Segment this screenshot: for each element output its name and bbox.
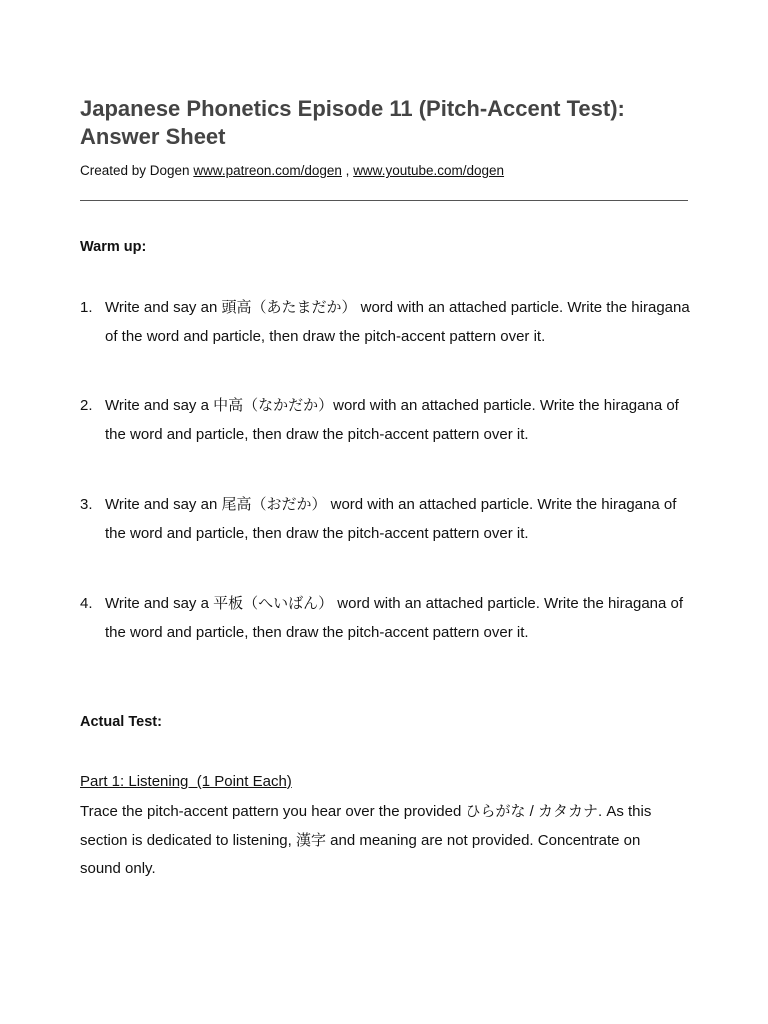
warm-up-item-3 xyxy=(80,491,692,548)
actual-test-heading: Actual Test: xyxy=(80,714,162,730)
byline-prefix: Created by Dogen xyxy=(80,163,194,178)
horizontal-divider xyxy=(80,200,688,201)
item-number: 1. xyxy=(80,299,93,316)
item-text: Write and say a 中高（なかだか）word with an attached particle. Write the hiragana of the word and particle, then draw the pitch-accent pattern over it. xyxy=(105,397,679,443)
warm-up-item-4 xyxy=(80,590,692,647)
youtube-link[interactable]: www.youtube.com/dogen xyxy=(353,163,505,178)
part-1-description: Trace the pitch-accent pattern you hear over the provided ひらがな / カタカナ. As this section is dedicated to listening, 漢字 and meaning are not provided. Concentrate on sound only. xyxy=(80,803,652,877)
item-text: Write and say a 平板（へいばん） word with an attached particle. Write the hiragana of the word and particle, then draw the pitch-accent pattern over it. xyxy=(105,595,684,641)
document-title: Japanese Phonetics Episode 11 (Pitch-Accent Test): Answer Sheet xyxy=(80,96,625,149)
byline-separator: , xyxy=(341,163,354,178)
byline xyxy=(80,162,504,180)
warm-up-item-1 xyxy=(80,294,692,351)
item-number: 2. xyxy=(80,397,93,414)
patreon-link[interactable]: www.patreon.com/dogen xyxy=(193,163,342,178)
item-text: Write and say an 頭高（あたまだか） word with an attached particle. Write the hiragana of the word and particle, then draw the pitch-accent pattern over it. xyxy=(105,299,690,345)
item-text: Write and say an 尾高（おだか） word with an attached particle. Write the hiragana of the word and particle, then draw the pitch-accent pattern over it. xyxy=(105,496,677,542)
item-number: 3. xyxy=(80,496,93,513)
part-1-title: Part 1: Listening (1 Point Each) xyxy=(80,773,292,790)
warm-up-heading: Warm up: xyxy=(80,239,147,255)
item-number: 4. xyxy=(80,595,93,612)
warm-up-item-2 xyxy=(80,392,692,449)
